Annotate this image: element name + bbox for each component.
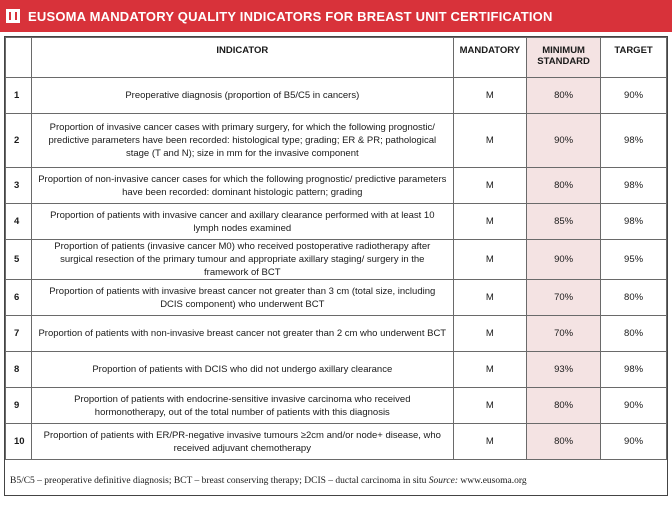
table-row [6,78,667,114]
header-mandatory: MANDATORY [453,38,527,78]
table-body [6,78,667,460]
row-target: 90% [601,78,667,114]
row-number: 9 [6,388,32,424]
row-mandatory: M [453,424,527,460]
footnote-source-value: www.eusoma.org [460,476,527,486]
header-number [6,38,32,78]
row-target: 90% [601,388,667,424]
row-number: 6 [6,280,32,316]
footnote-text: B5/C5 – preoperative definitive diagnosis; BCT – breast conserving therapy; DCIS – ductal carcinoma in situ [10,476,427,486]
row-target: 98% [601,352,667,388]
row-mandatory: M [453,316,527,352]
header-minimum-line1: MINIMUM [542,45,585,56]
row-minimum-standard: 80% [527,424,601,460]
row-mandatory: M [453,352,527,388]
row-indicator: Proportion of patients with ER/PR-negative invasive tumours ≥2cm and/or node+ disease, who received adjuvant chemotherapy [31,424,453,460]
row-indicator: Proportion of patients with DCIS who did not undergo axillary clearance [31,352,453,388]
row-minimum-standard: 70% [527,280,601,316]
row-number: 8 [6,352,32,388]
row-minimum-standard: 80% [527,168,601,204]
row-number: 2 [6,114,32,168]
row-indicator: Proportion of non-invasive cancer cases for which the following prognostic/ predictive parameters have been recorded: dominant histologic pattern; grading [31,168,453,204]
row-mandatory: M [453,114,527,168]
table-header-row [6,38,667,78]
row-indicator: Proportion of patients with invasive cancer and axillary clearance performed with at least 10 lymph nodes examined [31,204,453,240]
indicator-table [5,37,667,460]
row-mandatory: M [453,78,527,114]
row-minimum-standard: 85% [527,204,601,240]
row-mandatory: M [453,168,527,204]
row-mandatory: M [453,204,527,240]
row-minimum-standard: 80% [527,78,601,114]
table-row [6,280,667,316]
table-row [6,168,667,204]
table-row [6,204,667,240]
title-bar [0,0,672,32]
row-minimum-standard: 93% [527,352,601,388]
row-mandatory: M [453,280,527,316]
row-indicator: Preoperative diagnosis (proportion of B5/C5 in cancers) [31,78,453,114]
table-row [6,424,667,460]
row-indicator: Proportion of patients with invasive breast cancer not greater than 3 cm (total size, including DCIS component) who underwent BCT [31,280,453,316]
table-row [6,240,667,280]
eusoma-logo-icon [6,9,20,23]
row-indicator: Proportion of patients with non-invasive breast cancer not greater than 2 cm who underwent BCT [31,316,453,352]
header-minimum-standard [527,38,601,78]
row-mandatory: M [453,388,527,424]
row-number: 1 [6,78,32,114]
row-indicator: Proportion of patients with endocrine-sensitive invasive carcinoma who received hormonotherapy, out of the total number of patients with this diagnosis [31,388,453,424]
table-row [6,316,667,352]
footnote-source-label: Source: [428,476,458,486]
row-minimum-standard: 90% [527,114,601,168]
row-number: 7 [6,316,32,352]
header-indicator: INDICATOR [31,38,453,78]
header-minimum-line2: STANDARD [537,56,590,67]
row-number: 3 [6,168,32,204]
table-row [6,388,667,424]
table-row [6,114,667,168]
table-row [6,352,667,388]
row-indicator: Proportion of invasive cancer cases with primary surgery, for which the following prognostic/ predictive parameters have been recorded: histological type; grading; ER & PR; pathological stage (T and N); size in mm for the invasive component [31,114,453,168]
row-indicator: Proportion of patients (invasive cancer M0) who received postoperative radiotherapy after surgical resection of the primary tumour and appropriate axillary staging/ surgery in the framework of BCT [31,240,453,280]
row-target: 95% [601,240,667,280]
row-minimum-standard: 70% [527,316,601,352]
row-minimum-standard: 90% [527,240,601,280]
header-target: TARGET [601,38,667,78]
row-minimum-standard: 80% [527,388,601,424]
row-target: 98% [601,114,667,168]
page-title: EUSOMA MANDATORY QUALITY INDICATORS FOR BREAST UNIT CERTIFICATION [28,8,553,24]
row-target: 90% [601,424,667,460]
row-target: 98% [601,204,667,240]
row-target: 80% [601,280,667,316]
footnote [10,476,660,486]
row-number: 5 [6,240,32,280]
row-number: 4 [6,204,32,240]
indicator-table-frame [4,36,668,496]
row-mandatory: M [453,240,527,280]
row-number: 10 [6,424,32,460]
row-target: 80% [601,316,667,352]
row-target: 98% [601,168,667,204]
